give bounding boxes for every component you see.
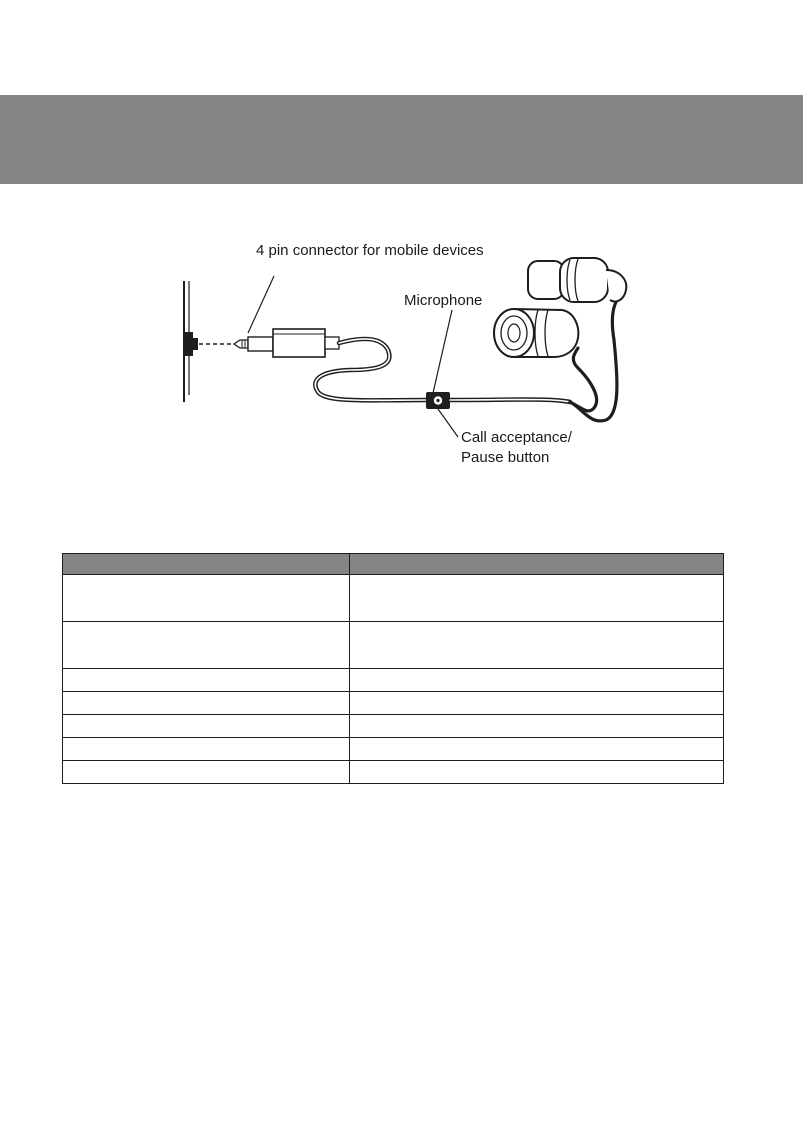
table-cell bbox=[350, 715, 724, 738]
table-cell bbox=[350, 575, 724, 622]
microphone-label: Microphone bbox=[404, 292, 483, 309]
table-row bbox=[63, 738, 724, 761]
table-cell bbox=[350, 669, 724, 692]
earbud-icon bbox=[494, 309, 578, 357]
table-cell bbox=[350, 622, 724, 669]
call-button-leader-line bbox=[438, 409, 458, 437]
table-row bbox=[63, 622, 724, 669]
table-cell bbox=[63, 761, 350, 784]
table-header-cell bbox=[350, 554, 724, 575]
call-button-label-line2: Pause button bbox=[461, 449, 550, 466]
connector-label: 4 pin connector for mobile devices bbox=[256, 242, 484, 259]
connector-leader-line bbox=[248, 276, 274, 333]
table-cell bbox=[63, 622, 350, 669]
table-row bbox=[63, 761, 724, 784]
table-cell bbox=[63, 738, 350, 761]
table-row bbox=[63, 692, 724, 715]
table-cell bbox=[63, 669, 350, 692]
call-button-icon bbox=[426, 392, 450, 409]
table-cell bbox=[350, 761, 724, 784]
header-band bbox=[0, 95, 803, 184]
microphone-leader-line bbox=[433, 310, 452, 393]
table-cell bbox=[350, 692, 724, 715]
mobile-device-panel bbox=[184, 281, 198, 402]
table-row bbox=[63, 575, 724, 622]
specifications-table bbox=[62, 553, 724, 784]
table-row bbox=[63, 715, 724, 738]
table-cell bbox=[63, 575, 350, 622]
call-button-label-line1: Call acceptance/ bbox=[461, 429, 572, 446]
table-row bbox=[63, 669, 724, 692]
table-header-cell bbox=[63, 554, 350, 575]
table-header-row bbox=[63, 554, 724, 575]
table-cell bbox=[350, 738, 724, 761]
earbud-icon bbox=[528, 258, 626, 302]
table-cell bbox=[63, 715, 350, 738]
headset-diagram bbox=[170, 230, 630, 475]
jack-plug-icon bbox=[234, 329, 339, 357]
table-cell bbox=[63, 692, 350, 715]
